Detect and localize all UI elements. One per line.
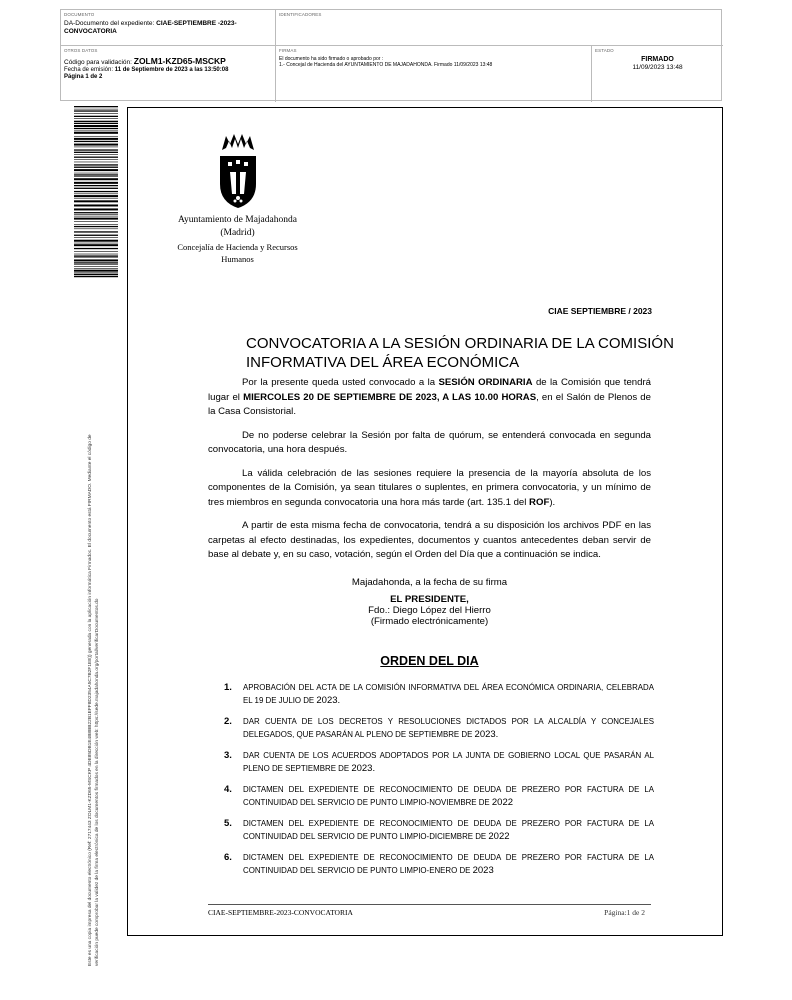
firmas-cell bbox=[276, 46, 592, 102]
agenda-item bbox=[224, 750, 654, 775]
agenda-item-text: DICTAMEN DEL EXPEDIENTE DE RECONOCIMIENTO DE DEUDA DE PREZERO POR FACTURA DE LA CONTINUIDAD DEL SERVICIO DE PUNTO LIMPIO-NOVIEMBRE DE bbox=[243, 785, 654, 807]
footer-page-number: Página:1 de 2 bbox=[604, 908, 645, 917]
page-title: CONVOCATORIA A LA SESIÓN ORDINARIA DE LA COMISIÓN INFORMATIVA DEL ÁREA ECONÓMICA bbox=[246, 335, 674, 371]
documento-name: CIAE-SEPTIEMBRE -2023-CONVOCATORIA bbox=[64, 19, 237, 35]
signature-place: Majadahonda, a la fecha de su firma bbox=[351, 577, 508, 588]
agenda-list bbox=[224, 682, 654, 886]
agenda-item-number: 5. bbox=[224, 818, 232, 829]
firmas-line2: 1.- Concejal de Hacienda del AYUNTAMIENTO DE MAJADAHONDA. Firmado 11/09/2023 13:48 bbox=[279, 61, 493, 68]
firmas-line1: El documento ha sido firmado o aprobado por : bbox=[279, 55, 384, 62]
letterhead bbox=[160, 214, 315, 265]
estado-value: FIRMADO bbox=[641, 55, 674, 63]
verification-side-text bbox=[88, 306, 101, 966]
estado-cell bbox=[592, 46, 723, 102]
otros-datos-cell bbox=[61, 46, 276, 102]
p3-text-c: ). bbox=[549, 496, 556, 508]
agenda-item-number: 4. bbox=[224, 784, 232, 795]
p1-text-e: , en el Salón de Plenos de la Casa Consistorial. bbox=[208, 391, 651, 417]
firmas-label: FIRMAS bbox=[279, 48, 297, 53]
side-text-line1: Este es una copia impresa del documento electrónico (Ref: 2717443 ZOLM1-KZD65-MSCKP 4DE85DB1E4B8BB22B1EFF8D2354A5C7B2F1EE)) generada con la aplicación informática Firmadoc. El documento está FIRMADO. Mediante el código de bbox=[88, 434, 93, 966]
fecha-value: 11 de Septiembre de 2023 a las 13:50:08 bbox=[114, 66, 229, 73]
barcode-icon bbox=[74, 106, 118, 278]
agenda-item-text: DAR CUENTA DE LOS DECRETOS Y RESOLUCIONES DICTADOS POR LA ALCALDÍA Y CONCEJALES DELEGADOS, QUE PASARÁN AL PLENO DE SEPTIEMBRE DE bbox=[243, 717, 654, 739]
identificadores-label: IDENTIFICADORES bbox=[279, 12, 322, 17]
p3-bold-b: ROF bbox=[529, 496, 550, 508]
paragraph-2: De no poderse celebrar la Sesión por falta de quórum, se entenderá convocada en segunda convocatoria, una hora después. bbox=[208, 429, 651, 455]
signature-name: Fdo.: Diego López del Hierro bbox=[368, 605, 491, 616]
document-reference: CIAE SEPTIEMBRE / 2023 bbox=[548, 306, 652, 316]
agenda-item bbox=[224, 818, 654, 843]
agenda-item-number: 6. bbox=[224, 852, 232, 863]
agenda-item-year: 2023 bbox=[472, 864, 494, 876]
letterhead-line1: Ayuntamiento de Majadahonda bbox=[178, 215, 297, 225]
estado-label: ESTADO bbox=[595, 48, 614, 53]
body-text bbox=[208, 376, 651, 572]
signature-block bbox=[208, 577, 651, 627]
codigo-value: ZOLM1-KZD65-MSCKP bbox=[133, 55, 226, 66]
agenda-item-text: DICTAMEN DEL EXPEDIENTE DE RECONOCIMIENTO DE DEUDA DE PREZERO POR FACTURA DE LA CONTINUIDAD DEL SERVICIO DE PUNTO LIMPIO-ENERO DE bbox=[243, 853, 654, 875]
agenda-item-number: 2. bbox=[224, 716, 232, 727]
agenda-item-text: DICTAMEN DEL EXPEDIENTE DE RECONOCIMIENTO DE DEUDA DE PREZERO POR FACTURA DE LA CONTINUIDAD DEL SERVICIO DE PUNTO LIMPIO-DICIEMBRE DE bbox=[243, 819, 654, 841]
p1-text-a: Por la presente queda usted convocado a la bbox=[242, 377, 439, 388]
p1-bold-d: MIERCOLES 20 DE SEPTIEMBRE DE 2023, A LAS 10.00 HORAS bbox=[243, 391, 537, 403]
p1-bold-b: SESIÓN ORDINARIA bbox=[438, 377, 533, 388]
letterhead-line3: Concejalía de Hacienda y Recursos Humanos bbox=[177, 242, 298, 264]
paragraph-4: A partir de esta misma fecha de convocatoria, tendrá a su disposición los archivos PDF en las carpetas al efecto destinadas, los expedientes, documentos y cuantos antecedentes deban servir de base al debate y, en su caso, votación, según el Orden del Día que a continuación se indica. bbox=[208, 520, 651, 560]
letterhead-line2: (Madrid) bbox=[220, 228, 255, 238]
documento-cell bbox=[61, 10, 276, 46]
agenda-item bbox=[224, 716, 654, 741]
paragraph-3 bbox=[208, 467, 651, 511]
pagina-indicator: Página 1 de 2 bbox=[64, 74, 103, 81]
footer-doc-name: CIAE-SEPTIEMBRE-2023-CONVOCATORIA bbox=[208, 908, 353, 917]
estado-date: 11/09/2023 13:48 bbox=[632, 64, 683, 72]
agenda-item bbox=[224, 682, 654, 707]
identificadores-cell bbox=[276, 10, 723, 46]
fecha-emision bbox=[64, 67, 272, 75]
agenda-item-year: 2023. bbox=[316, 694, 341, 706]
documento-prefix: DA-Documento del expediente: bbox=[64, 19, 157, 27]
codigo-validacion bbox=[64, 56, 272, 67]
side-text-line2: verificación puede comprobar la validez de la firma electrónica de los documentos firmados en la dirección web: https://sede.majadahonda.org/portal/verificarDocumentos.do bbox=[94, 598, 100, 966]
p1-text-c: de la Comisión que tendrá lugar el bbox=[208, 377, 651, 403]
agenda-item-number: 3. bbox=[224, 750, 232, 761]
orden-del-dia-heading: ORDEN DEL DIA bbox=[380, 654, 479, 668]
p3-text-a: La válida celebración de las sesiones requiere la presencia de la mayoría absoluta de los componentes de la Comisión, ya sean titulares o suplentes, en primera convocatoria, y un mínimo de tres miembros en segunda convocatoria una hora más tarde (art. 135.1 del bbox=[208, 467, 651, 508]
documento-label: DOCUMENTO bbox=[64, 12, 95, 17]
agenda-item-number: 1. bbox=[224, 682, 232, 693]
agenda-item bbox=[224, 852, 654, 877]
otros-label: OTROS DATOS bbox=[64, 48, 98, 53]
codigo-label: Código para validación: bbox=[64, 58, 134, 66]
signature-note: (Firmado electrónicamente) bbox=[370, 616, 489, 627]
agenda-item-year: 2022 bbox=[491, 796, 514, 808]
majadahonda-coat-of-arms-icon bbox=[214, 132, 262, 210]
agenda-item-year: 2023. bbox=[474, 728, 499, 740]
agenda-item-year: 2022 bbox=[488, 830, 510, 842]
agenda-item-text: DAR CUENTA DE LOS ACUERDOS ADOPTADOS POR LA JUNTA DE GOBIERNO LOCAL QUE PASARÁN AL PLENO DE SEPTIEMBRE DE bbox=[243, 751, 654, 773]
metadata-box bbox=[60, 9, 722, 101]
fecha-label: Fecha de emisión: bbox=[64, 66, 115, 73]
agenda-item-text: APROBACIÓN DEL ACTA DE LA COMISIÓN INFORMATIVA DEL ÁREA ECONÓMICA ORDINARIA, CELEBRADA EL 19 DE JULIO DE bbox=[243, 683, 654, 705]
footer-divider bbox=[208, 904, 651, 905]
paragraph-1 bbox=[208, 376, 651, 420]
signature-role: EL PRESIDENTE, bbox=[390, 594, 469, 605]
agenda-item bbox=[224, 784, 654, 809]
agenda-item-year: 2023. bbox=[351, 762, 376, 774]
